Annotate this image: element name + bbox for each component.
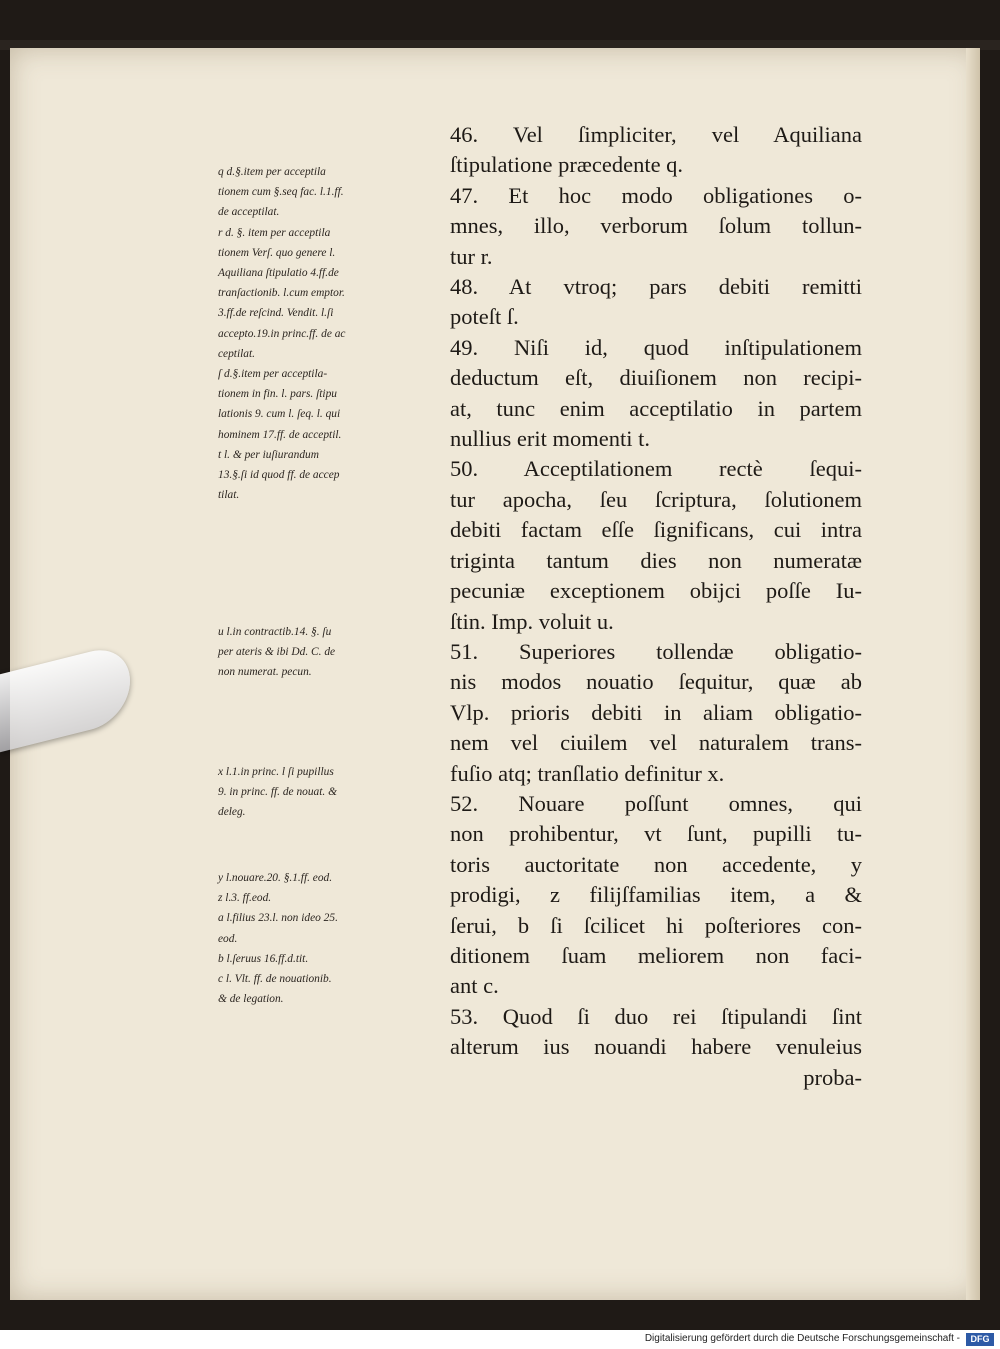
margin-note-line: ſ d.§.item per acceptila-: [218, 368, 328, 381]
text-line: nem vel ciuilem vel naturalem trans-: [450, 730, 862, 756]
text-line: 52. Nouare poſſunt omnes, qui: [450, 790, 862, 816]
margin-note-line: accepto.19.in princ.ff. de ac: [218, 327, 346, 340]
footer-bar: [0, 1330, 1000, 1349]
text-line: 51. Superiores tollendæ obligatio-: [450, 638, 862, 664]
text-line: poteſt ſ.: [450, 304, 519, 330]
margin-note-line: 13.§.ſi id quod ff. de accep: [218, 469, 340, 482]
margin-note-line: q d.§.item per acceptila: [218, 166, 326, 178]
text-line: tur apocha, ſeu ſcriptura, ſolutionem: [450, 486, 862, 512]
text-line: 53. Quod ſi duo rei ſtipulandi ſint: [450, 1003, 862, 1029]
text-line: 46. Vel ſimpliciter, vel Aquiliana: [450, 122, 862, 147]
margin-note-line: non numerat. pecun.: [218, 666, 312, 679]
text-line: nullius erit momenti t.: [450, 426, 650, 452]
margin-note-line: a l.filius 23.l. non ideo 25.: [218, 912, 338, 925]
text-line: ſtipulatione præcedente q.: [450, 152, 684, 178]
margin-note-group: [218, 762, 443, 823]
margin-note-group: [218, 162, 443, 505]
margin-note-line: eod.: [218, 932, 238, 945]
text-line: at, tunc enim acceptilatio in partem: [450, 395, 862, 421]
text-line: ſerui, b ſi ſcilicet hi poſteriores con-: [450, 912, 862, 938]
text-line: 49. Niſi id, quod inſtipulationem: [450, 334, 862, 360]
margin-note-line: tionem Verſ. quo genere l.: [218, 246, 336, 259]
margin-note-line: 3.ff.de reſcind. Vendit. l.ſi: [218, 307, 334, 320]
margin-note-line: hominem 17.ff. de acceptil.: [218, 428, 342, 441]
margin-note-line: deleg.: [218, 806, 246, 819]
text-line: mnes, illo, verborum ſolum tollun-: [450, 213, 862, 239]
margin-note-line: t l. & per iuſiurandum: [218, 448, 319, 461]
margin-note-line: x l.1.in princ. l ſi pupillus: [218, 766, 334, 778]
margin-note-line: b l.ſeruus 16.ff.d.tit.: [218, 952, 309, 965]
margin-note-line: Aquiliana ſtipulatio 4.ff.de: [218, 267, 339, 280]
text-line: pecuniæ exceptionem obijci poſſe Iu-: [450, 578, 862, 604]
margin-note-group: [218, 622, 443, 683]
margin-note-line: u l.in contractib.14. §. ſu: [218, 626, 332, 638]
margin-note-line: de acceptilat.: [218, 206, 280, 219]
text-line: Vlp. prioris debiti in aliam obligatio-: [450, 699, 862, 725]
text-line: triginta tantum dies non numeratæ: [450, 547, 862, 573]
text-line: non prohibentur, vt ſunt, pupilli tu-: [450, 821, 862, 847]
text-line: ſtin. Imp. voluit u.: [450, 608, 614, 634]
dfg-logo-icon: DFG: [966, 1333, 994, 1346]
text-line: ant c.: [450, 973, 499, 999]
text-line: alterum ius nouandi habere venuleius: [450, 1034, 862, 1060]
margin-note-line: r d. §. item per acceptila: [218, 226, 331, 239]
margin-note-line: tionem in fin. l. pars. ſtipu: [218, 388, 337, 401]
text-line: 47. Et hoc modo obligationes o-: [450, 182, 862, 208]
margin-note-line: 9. in princ. ff. de nouat. &: [218, 786, 337, 799]
margin-note-line: tranſactionib. l.cum emptor.: [218, 287, 345, 300]
text-line: toris auctoritate non accedente, y: [450, 851, 862, 877]
margin-note-line: c l. Vlt. ff. de nouationib.: [218, 973, 332, 986]
margin-note-line: tilat.: [218, 489, 240, 502]
text-line: debiti factam eſſe ſignificans, cui intra: [450, 517, 862, 543]
margin-note-line: y l.nouare.20. §.1.ff. eod.: [218, 872, 333, 884]
text-line: 50. Acceptilationem rectè ſequi-: [450, 456, 862, 482]
margin-note-line: z l.3. ff.eod.: [218, 892, 272, 905]
text-line: 48. At vtroq; pars debiti remitti: [450, 274, 862, 300]
footer-credit: Digitalisierung gefördert durch die Deutsche Forschungsgemeinschaft -: [644, 1333, 960, 1344]
page-edge: [966, 48, 980, 1300]
text-line: proba-: [803, 1064, 862, 1090]
text-line: nis modos nouatio ſequitur, quæ ab: [450, 669, 862, 695]
margin-note-group: [218, 868, 443, 1009]
text-line: deductum eſt, diuiſionem non recipi-: [450, 365, 862, 391]
margin-note-line: lationis 9. cum l. ſeq. l. qui: [218, 408, 341, 421]
margin-note-line: tionem cum §.seq fac. l.1.ff.: [218, 186, 344, 199]
margin-note-line: per ateris & ibi Dd. C. de: [218, 646, 336, 659]
text-line: prodigi, z filijſfamilias item, a &: [450, 882, 862, 908]
text-line: fuſio atq; tranſlatio definitur x.: [450, 760, 725, 786]
margin-note-line: ceptilat.: [218, 347, 256, 360]
text-line: ditionem ſuam meliorem non faci-: [450, 942, 862, 968]
margin-note-line: & de legation.: [218, 993, 284, 1006]
text-line: tur r.: [450, 243, 493, 269]
main-text: [450, 120, 862, 1093]
